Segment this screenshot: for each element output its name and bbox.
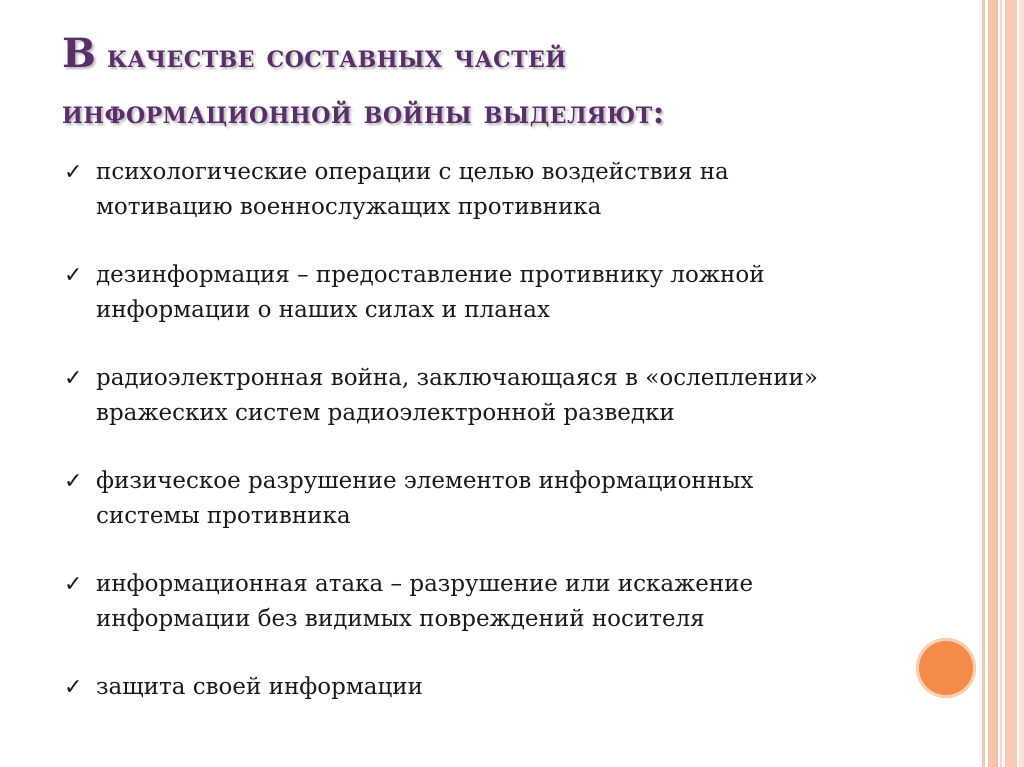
bullet-line-2: информации о наших силах и планах: [96, 297, 550, 323]
check-icon: ✓: [64, 572, 83, 597]
check-icon: ✓: [64, 263, 83, 288]
check-icon: ✓: [64, 160, 83, 185]
decorative-stripe: [1019, 0, 1024, 767]
check-icon: ✓: [64, 675, 83, 700]
bullet-item: [62, 670, 942, 705]
slide-title: [62, 26, 962, 140]
decorative-stripe: [988, 0, 998, 767]
decorative-stripe: [982, 0, 985, 767]
bullet-line-2: мотивацию военнослужащих противника: [96, 194, 602, 220]
bullet-line-1: радиоэлектронная война, заключающаяся в «ослеплении»: [96, 365, 818, 391]
title-line-2: информационной войны выделяют:: [62, 93, 665, 131]
bullet-list: [62, 155, 942, 738]
bullet-item: [62, 155, 942, 225]
bullet-line-2: системы противника: [96, 503, 351, 529]
title-line-1: [62, 26, 962, 84]
decorative-stripe: [1005, 0, 1017, 767]
bullet-item: [62, 361, 942, 431]
orange-circle-icon: [916, 638, 976, 698]
bullet-item: [62, 258, 942, 328]
check-icon: ✓: [64, 366, 83, 391]
bullet-item: [62, 464, 942, 534]
bullet-line-2: вражеских систем радиоэлектронной разведки: [96, 400, 675, 426]
title-line-1-text: качестве составных частей: [106, 37, 567, 75]
bullet-line-1: физическое разрушение элементов информационных: [96, 468, 754, 494]
decorative-stripe: [1000, 0, 1002, 767]
title-initial: В: [62, 30, 96, 77]
bullet-line-1: информационная атака – разрушение или искажение: [96, 571, 754, 597]
check-icon: ✓: [64, 469, 83, 494]
bullet-line-1: защита своей информации: [96, 674, 423, 700]
bullet-item: [62, 567, 942, 637]
bullet-line-2: информации без видимых повреждений носителя: [96, 606, 705, 632]
bullet-line-1: дезинформация – предоставление противнику ложной: [96, 262, 765, 288]
bullet-line-1: психологические операции с целью воздействия на: [96, 159, 729, 185]
